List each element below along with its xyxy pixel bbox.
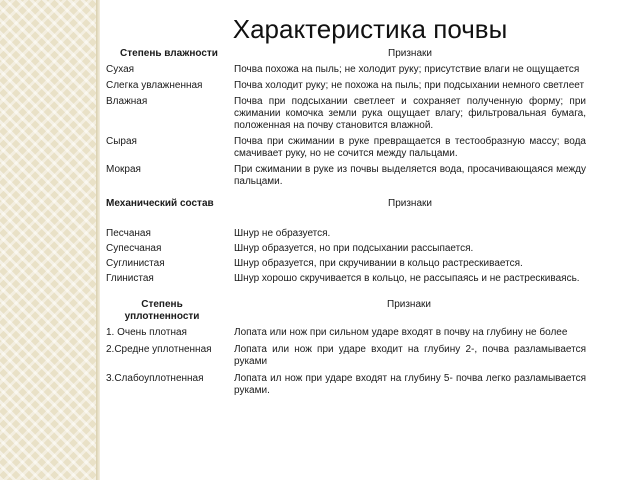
- humidity-desc: Почва похожа на пыль; не холодит руку; присутствие влаги не ощущается: [234, 64, 580, 75]
- soil-characteristics-table: [106, 48, 586, 397]
- humidity-name: Мокрая: [106, 164, 141, 175]
- table-row: [106, 228, 586, 240]
- table-row: [106, 258, 586, 270]
- humidity-header-label: Степень влажности: [120, 48, 218, 59]
- density-header-row: [106, 299, 586, 323]
- humidity-desc: Почва холодит руку; не похожа на пыль; при подсыхании немного светлеет: [234, 80, 585, 91]
- humidity-name: Слегка увлажненная: [106, 80, 203, 91]
- mechanical-desc: Шнур хорошо скручивается в кольцо, не рассыпаясь и не растрескиваясь.: [234, 273, 580, 284]
- mechanical-desc: Шнур образуется, но при подсыхании рассыпается.: [234, 243, 474, 254]
- density-header-signs: Признаки: [387, 299, 431, 310]
- side-panel-edge: [96, 0, 100, 480]
- mechanical-name: Суглинистая: [106, 258, 165, 269]
- table-row: [106, 164, 586, 188]
- mechanical-name: Глинистая: [106, 273, 154, 284]
- table-row: [106, 80, 586, 92]
- humidity-name: Сухая: [106, 64, 135, 75]
- mechanical-header-signs: Признаки: [388, 198, 432, 209]
- mechanical-header-label: Механический состав: [106, 198, 214, 209]
- density-name: 2.Средне уплотненная: [106, 344, 212, 355]
- table-row: [106, 344, 586, 368]
- humidity-desc: Почва при сжимании в руке превращается в тестообразную массу; вода смачивает руку, но не сочится между пальцами.: [234, 136, 586, 159]
- slide-title: Характеристика почвы: [232, 14, 508, 44]
- table-row: [106, 64, 586, 76]
- humidity-name: Влажная: [106, 96, 148, 107]
- humidity-header-signs: Признаки: [388, 48, 432, 59]
- humidity-header-row: [106, 48, 586, 60]
- table-row: [106, 373, 586, 397]
- table-row: [106, 136, 586, 160]
- table-row: [106, 96, 586, 132]
- mechanical-desc: Шнур образуется, при скручивании в кольцо растрескивается.: [234, 258, 523, 269]
- mechanical-desc: Шнур не образуется.: [234, 228, 331, 239]
- table-row: [106, 327, 586, 339]
- decorative-side-panel: [0, 0, 96, 480]
- density-desc: Лопата ил нож при ударе входят на глубину 5- почва легко разламывается руками.: [234, 373, 586, 396]
- mechanical-header-row: [106, 198, 586, 210]
- mechanical-name: Супесчаная: [106, 243, 162, 254]
- humidity-desc: При сжимании в руке из почвы выделяется вода, просачивающаяся между пальцами.: [234, 164, 586, 187]
- density-name: 1. Очень плотная: [106, 327, 187, 338]
- table-row: [106, 273, 586, 285]
- humidity-name: Сырая: [106, 136, 137, 147]
- density-name: 3.Слабоуплотненная: [106, 373, 204, 384]
- mechanical-name: Песчаная: [106, 228, 151, 239]
- humidity-desc: Почва при подсыхании светлеет и сохраняет полученную форму; при сжимании комочка земли рука ощущает влагу; фильтровальная бумага, положенная на почву становится влажной.: [234, 96, 586, 131]
- density-desc: Лопата или нож при ударе входит на глубину 2-, почва разламывается руками: [234, 344, 586, 367]
- density-header-label: Степень уплотненности: [124, 299, 200, 322]
- table-row: [106, 243, 586, 255]
- density-desc: Лопата или нож при сильном ударе входят в почву на глубину не более: [234, 327, 568, 338]
